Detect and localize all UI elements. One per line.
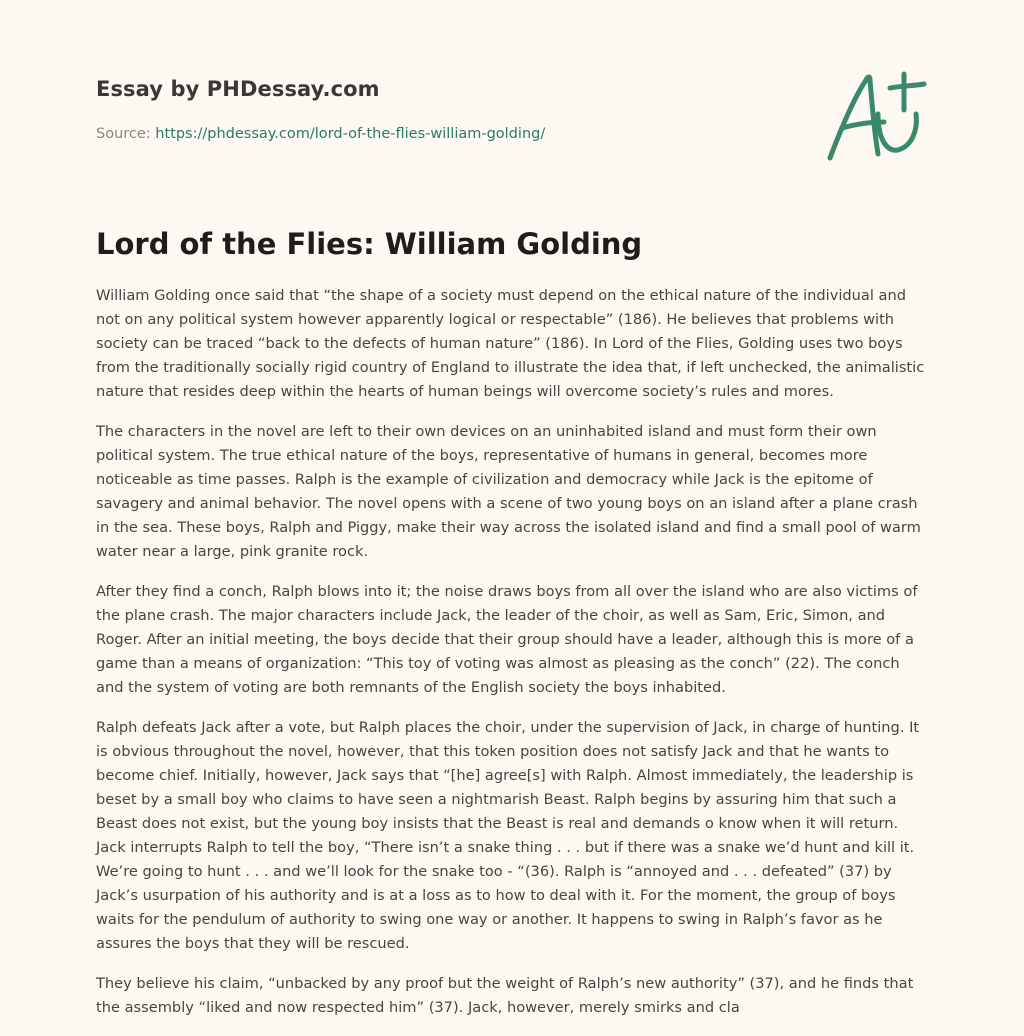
source-line bbox=[96, 124, 816, 144]
essay-paragraph: They believe his claim, “unbacked by any proof but the weight of Ralph’s new authority” (37), and he finds that the assembly “liked and now respected him” (37). Jack, however, merely smirks and cla bbox=[96, 975, 914, 1016]
page-header bbox=[96, 74, 816, 144]
essay-body bbox=[96, 284, 930, 1036]
essay-paragraph: William Golding once said that “the shape of a society must depend on the ethical nature of the individual and not on any political system however apparently logical or respectable” (186). He believes that problems with society can be traced “back to the defects of human nature” (186). In Lord of the Flies, Golding uses two boys from the traditionally socially rigid country of England to illustrate the idea that, if left unchecked, the animalistic nature that resides deep within the hearts of human beings will overcome society’s rules and mores. bbox=[96, 287, 925, 400]
source-label: Source: bbox=[96, 126, 151, 142]
source-link[interactable]: https://phdessay.com/lord-of-the-flies-william-golding/ bbox=[155, 126, 546, 142]
site-brand: Essay by PHDessay.com bbox=[96, 77, 380, 101]
essay-paragraph: After they find a conch, Ralph blows into it; the noise draws boys from all over the island who are also victims of the plane crash. The major characters include Jack, the leader of the choir, as well as Sam, Eric, Simon, and Roger. After an initial meeting, the boys decide that their group should have a leader, although this is more of a game than a means of organization: “This toy of voting was almost as pleasing as the conch” (22). The conch and the system of voting are both remnants of the English society the boys inhabited. bbox=[96, 583, 918, 696]
essay-paragraph: Ralph defeats Jack after a vote, but Ralph places the choir, under the supervision of Jack, in charge of hunting. It is obvious throughout the novel, however, that this token position does not satisfy Jack and that he wants to become chief. Initially, however, Jack says that “[he] agree[s] with Ralph. Almost immediately, the leadership is beset by a small boy who claims to have seen a nightmarish Beast. Ralph begins by assuring him that such a Beast does not exist, but the young boy insists that the Beast is real and demands o know when it will return. Jack interrupts Ralph to tell the boy, “There isn’t a snake thing . . . but if there was a snake we’d hunt and kill it. We’re going to hunt . . . and we’ll look for the snake too - “(36). Ralph is “annoyed and . . . defeated” (37) by Jack’s usurpation of his authority and is at a loss as to how to deal with it. For the moment, the group of boys waits for the pendulum of authority to swing one way or another. It happens to swing in Ralph’s favor as he assures the boys that they will be rescued. bbox=[96, 719, 920, 952]
essay-title: Lord of the Flies: William Golding bbox=[96, 227, 643, 261]
a-plus-logo-icon bbox=[820, 64, 930, 166]
essay-paragraph: The characters in the novel are left to their own devices on an uninhabited island and must form their own political system. The true ethical nature of the boys, representative of humans in general, becomes more noticeable as time passes. Ralph is the example of civilization and democracy while Jack is the epitome of savagery and animal behavior. The novel opens with a scene of two young boys on an island after a plane crash in the sea. These boys, Ralph and Piggy, make their way across the isolated island and find a small pool of warm water near a large, pink granite rock. bbox=[96, 423, 921, 560]
